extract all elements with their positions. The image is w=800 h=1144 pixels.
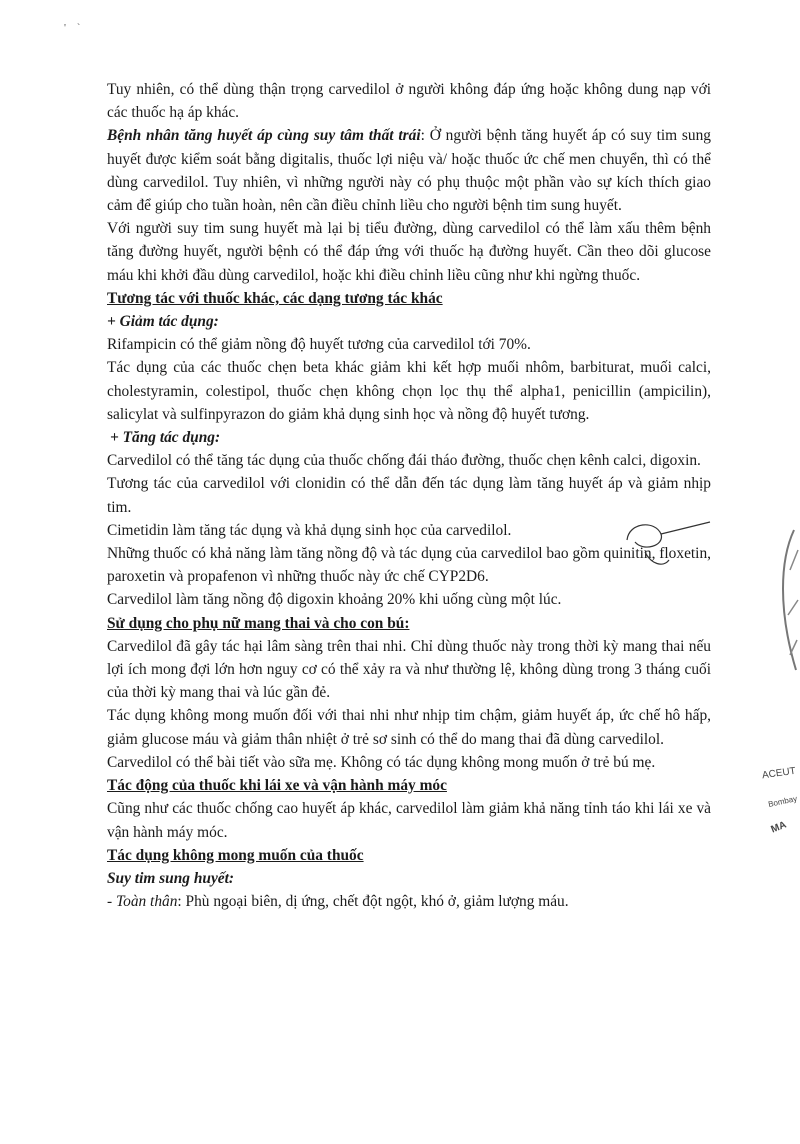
adverse-general-label: - Toàn thân (107, 893, 178, 911)
pregnancy-heading: Sử dụng cho phụ nữ mang thai và cho con bú: (107, 614, 410, 632)
increase-item: Những thuốc có khả năng làm tăng nồng độ và tác dụng của carvedilol bao gồm quinitin, floxetin, paroxetin và propafenon vì những thuốc này ức chế CYP2D6. (107, 545, 711, 586)
adverse-general-line (107, 890, 711, 913)
handwritten-scribble (615, 512, 715, 572)
decrease-item: Rifampicin có thể giảm nồng độ huyết tương của carvedilol tới 70%. (107, 336, 531, 354)
stamp-text-2: Bombay (767, 794, 798, 809)
pregnancy-item: Tác dụng không mong muốn đối với thai nhi như nhịp tim chậm, giảm huyết áp, ức chế hô hấp, giảm glucose máu và giảm thân nhiệt ở trẻ sơ sinh có thể do mang thai đã dùng carvedilol. (107, 707, 711, 748)
adverse-general-text: : Phù ngoại biên, dị ứng, chết đột ngột, khó ở, giảm lượng máu. (177, 893, 569, 911)
pregnancy-item: Carvedilol có thể bài tiết vào sữa mẹ. Không có tác dụng không mong muốn ở trẻ bú mẹ. (107, 753, 656, 771)
document-body (107, 78, 711, 913)
decrease-subheading: + Giảm tác dụng: (107, 313, 219, 331)
heart-failure-body: : Ở người bệnh tăng huyết áp có suy tim sung huyết được kiểm soát bằng digitalis, thuốc lợi niệu và/ hoặc thuốc ức chế men chuyển, thì có thể dùng carvedilol. Tuy nhiên, vì những người này có phụ thuộc một phần vào sự kích thích giao cảm để giúp cho tuần hoàn, nên cần điều chỉnh liều cho người bệnh tim sung huyết. (107, 127, 711, 215)
stamp-text-3: MA (769, 819, 789, 836)
adverse-heading: Tác dụng không mong muốn của thuốc (107, 846, 364, 864)
increase-item: Carvedilol có thể tăng tác dụng của thuốc chống đái tháo đường, thuốc chẹn kênh calci, digoxin. (107, 452, 701, 470)
stamp-text-1: ACEUT (761, 765, 797, 782)
intro-paragraph: Tuy nhiên, có thể dùng thận trọng carvedilol ở người không đáp ứng hoặc không dung nạp với các thuốc hạ áp khác. (107, 81, 711, 122)
heart-failure-paragraph (107, 124, 711, 217)
decrease-item: Tác dụng của các thuốc chẹn beta khác giảm khi kết hợp muối nhôm, barbiturat, muối calci, cholestyramin, colestipol, thuốc chẹn không chọn lọc thụ thể alpha1, penicillin (ampicilin), salicylat và sulfinpyrazon do giảm khả dụng sinh học và nồng độ huyết tương. (107, 359, 711, 423)
interactions-heading: Tương tác với thuốc khác, các dạng tương tác khác (107, 289, 443, 307)
driving-heading: Tác động của thuốc khi lái xe và vận hành máy móc (107, 777, 447, 795)
pregnancy-item: Carvedilol đã gây tác hại lâm sàng trên thai nhi. Chỉ dùng thuốc này trong thời kỳ mang thai nếu lợi ích mong đợi lớn hơn nguy cơ có thể xảy ra và như thường lệ, không dùng trong 3 tháng cuối của thời kỳ mang thai và lúc gần đẻ. (107, 637, 711, 702)
driving-paragraph: Cũng như các thuốc chống cao huyết áp khác, carvedilol làm giảm khả năng tỉnh táo khi lái xe và vận hành máy móc. (107, 800, 711, 841)
adverse-subheading: Suy tim sung huyết: (107, 869, 235, 887)
increase-item: Tương tác của carvedilol với clonidin có thể dẫn đến tác dụng làm tăng huyết áp và giảm nhịp tim. (107, 475, 711, 516)
diabetes-paragraph: Với người suy tim sung huyết mà lại bị tiểu đường, dùng carvedilol có thể làm xấu thêm bệnh tăng đường huyết, người bệnh có thể đáp ứng với thuốc hạ đường huyết. Cần theo dõi glucose máu khi khởi đầu dùng carvedilol, hoặc khi điều chỉnh liều cũng như khi ngừng thuốc. (107, 220, 711, 284)
increase-subheading: + Tăng tác dụng: (110, 429, 221, 447)
corner-marks: ' ` (64, 22, 85, 34)
increase-item: Cimetidin làm tăng tác dụng và khả dụng sinh học của carvedilol. (107, 521, 512, 539)
heart-failure-title: Bệnh nhân tăng huyết áp cùng suy tâm thất trái (107, 127, 421, 145)
increase-item: Carvedilol làm tăng nồng độ digoxin khoảng 20% khi uống cùng một lúc. (107, 591, 562, 609)
stamp-fragment-top (770, 520, 800, 680)
